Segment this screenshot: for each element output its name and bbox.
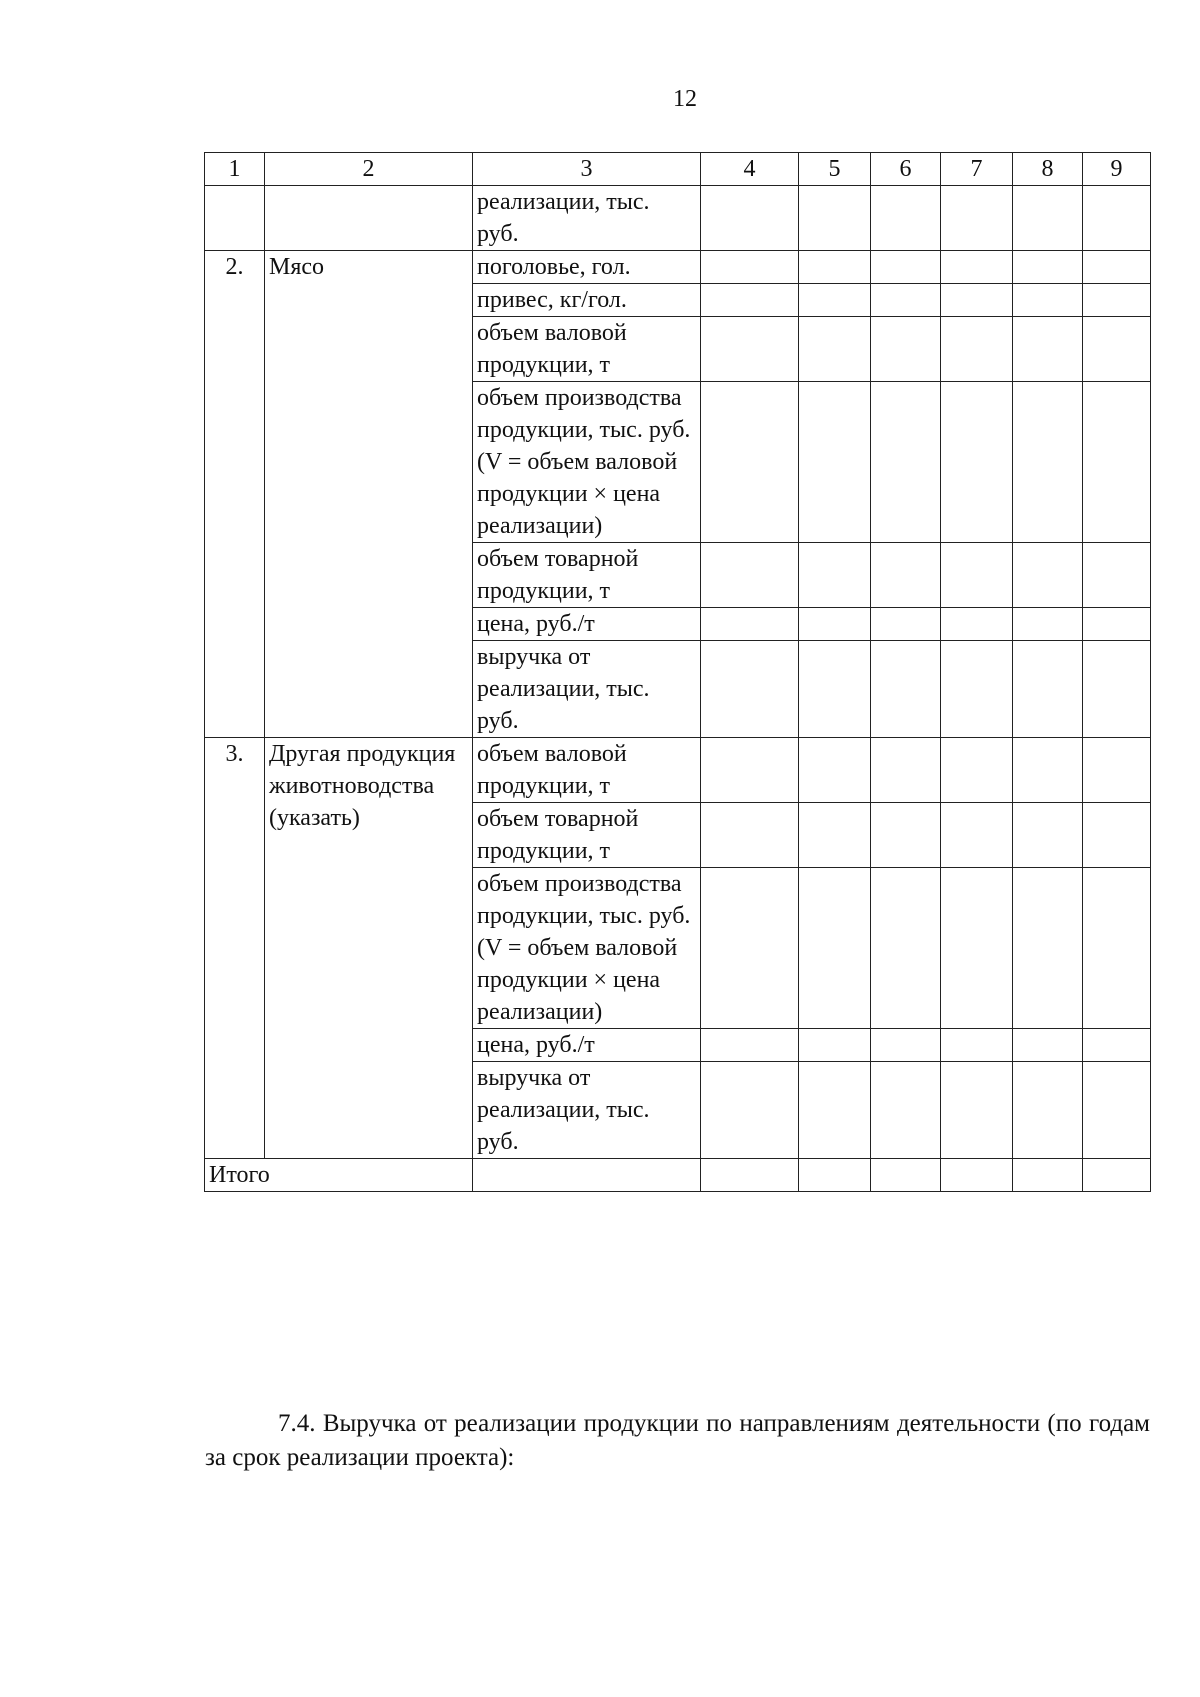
column-header: 3: [473, 153, 701, 186]
value-cell: [701, 543, 799, 608]
value-cell: [871, 317, 941, 382]
value-cell: [701, 803, 799, 868]
value-cell: [701, 641, 799, 738]
value-cell: [1083, 608, 1151, 641]
page-number: 12: [673, 86, 697, 112]
value-cell: [1083, 284, 1151, 317]
value-cell: [799, 608, 871, 641]
indicator-cell: объем товарной продукции, т: [473, 803, 701, 868]
value-cell: [701, 382, 799, 543]
value-cell: [799, 251, 871, 284]
value-cell: [1083, 738, 1151, 803]
indicator-cell: объем производства продукции, тыс. руб. (V = объем валовой продукции × цена реализации): [473, 382, 701, 543]
value-cell: [799, 803, 871, 868]
column-header: 6: [871, 153, 941, 186]
row-number-cell: 2.: [205, 251, 265, 738]
value-cell: [941, 803, 1013, 868]
value-cell: [871, 608, 941, 641]
value-cell: [701, 1159, 799, 1192]
value-cell: [799, 317, 871, 382]
value-cell: [941, 317, 1013, 382]
value-cell: [1013, 803, 1083, 868]
value-cell: [1013, 868, 1083, 1029]
indicator-cell: привес, кг/гол.: [473, 284, 701, 317]
value-cell: [799, 1029, 871, 1062]
value-cell: [701, 868, 799, 1029]
column-header: 2: [265, 153, 473, 186]
value-cell: [1013, 382, 1083, 543]
value-cell: [941, 382, 1013, 543]
value-cell: [871, 641, 941, 738]
value-cell: [1013, 1029, 1083, 1062]
product-name-cell: Мясо: [265, 251, 473, 738]
value-cell: [871, 803, 941, 868]
value-cell: [1083, 543, 1151, 608]
value-cell: [701, 1062, 799, 1159]
column-header: 9: [1083, 153, 1151, 186]
value-cell: [1013, 641, 1083, 738]
row-number-cell: [205, 186, 265, 251]
indicator-cell: реализации, тыс. руб.: [473, 186, 701, 251]
row-number-cell: 3.: [205, 738, 265, 1159]
value-cell: [701, 608, 799, 641]
value-cell: [799, 641, 871, 738]
value-cell: [1083, 1159, 1151, 1192]
indicator-cell: [473, 1159, 701, 1192]
total-label: Итого: [205, 1159, 473, 1192]
indicator-cell: выручка от реализации, тыс. руб.: [473, 641, 701, 738]
column-header: 8: [1013, 153, 1083, 186]
value-cell: [799, 186, 871, 251]
value-cell: [871, 1029, 941, 1062]
value-cell: [1013, 284, 1083, 317]
product-name-cell: [265, 186, 473, 251]
table-header-row: [205, 153, 1151, 186]
column-header: 5: [799, 153, 871, 186]
value-cell: [701, 1029, 799, 1062]
production-table: [204, 152, 1151, 1192]
value-cell: [799, 543, 871, 608]
table-row: [205, 738, 1151, 803]
value-cell: [941, 608, 1013, 641]
value-cell: [701, 251, 799, 284]
indicator-cell: объем валовой продукции, т: [473, 738, 701, 803]
column-header: 7: [941, 153, 1013, 186]
value-cell: [871, 868, 941, 1029]
value-cell: [701, 317, 799, 382]
value-cell: [871, 284, 941, 317]
value-cell: [799, 382, 871, 543]
value-cell: [1083, 803, 1151, 868]
value-cell: [871, 1159, 941, 1192]
value-cell: [941, 251, 1013, 284]
product-name-cell: Другая продукция животноводства (указать): [265, 738, 473, 1159]
value-cell: [941, 1062, 1013, 1159]
value-cell: [1013, 608, 1083, 641]
value-cell: [1013, 251, 1083, 284]
value-cell: [941, 868, 1013, 1029]
value-cell: [701, 738, 799, 803]
value-cell: [941, 543, 1013, 608]
value-cell: [799, 1159, 871, 1192]
indicator-cell: объем товарной продукции, т: [473, 543, 701, 608]
value-cell: [799, 868, 871, 1029]
value-cell: [701, 186, 799, 251]
value-cell: [941, 284, 1013, 317]
value-cell: [1083, 1062, 1151, 1159]
value-cell: [799, 284, 871, 317]
table-row: [205, 186, 1151, 251]
value-cell: [1013, 317, 1083, 382]
value-cell: [1083, 382, 1151, 543]
indicator-cell: объем производства продукции, тыс. руб. (V = объем валовой продукции × цена реализации): [473, 868, 701, 1029]
value-cell: [1013, 1062, 1083, 1159]
value-cell: [1083, 868, 1151, 1029]
value-cell: [871, 1062, 941, 1159]
value-cell: [871, 251, 941, 284]
value-cell: [1083, 251, 1151, 284]
value-cell: [1083, 641, 1151, 738]
value-cell: [871, 382, 941, 543]
value-cell: [1083, 317, 1151, 382]
value-cell: [1013, 543, 1083, 608]
value-cell: [941, 738, 1013, 803]
value-cell: [799, 738, 871, 803]
indicator-cell: поголовье, гол.: [473, 251, 701, 284]
value-cell: [871, 186, 941, 251]
column-header: 4: [701, 153, 799, 186]
value-cell: [701, 284, 799, 317]
value-cell: [941, 1159, 1013, 1192]
total-row: [205, 1159, 1151, 1192]
value-cell: [941, 1029, 1013, 1062]
table-row: [205, 251, 1151, 284]
indicator-cell: цена, руб./т: [473, 1029, 701, 1062]
indicator-cell: выручка от реализации, тыс. руб.: [473, 1062, 701, 1159]
section-paragraph: 7.4. Выручка от реализации продукции по направлениям деятельности (по годам за срок реализации проекта):: [205, 1410, 1150, 1471]
indicator-cell: цена, руб./т: [473, 608, 701, 641]
value-cell: [941, 186, 1013, 251]
value-cell: [1013, 186, 1083, 251]
value-cell: [799, 1062, 871, 1159]
value-cell: [1013, 738, 1083, 803]
value-cell: [1013, 1159, 1083, 1192]
value-cell: [941, 641, 1013, 738]
value-cell: [871, 543, 941, 608]
value-cell: [1083, 186, 1151, 251]
column-header: 1: [205, 153, 265, 186]
indicator-cell: объем валовой продукции, т: [473, 317, 701, 382]
value-cell: [871, 738, 941, 803]
value-cell: [1083, 1029, 1151, 1062]
